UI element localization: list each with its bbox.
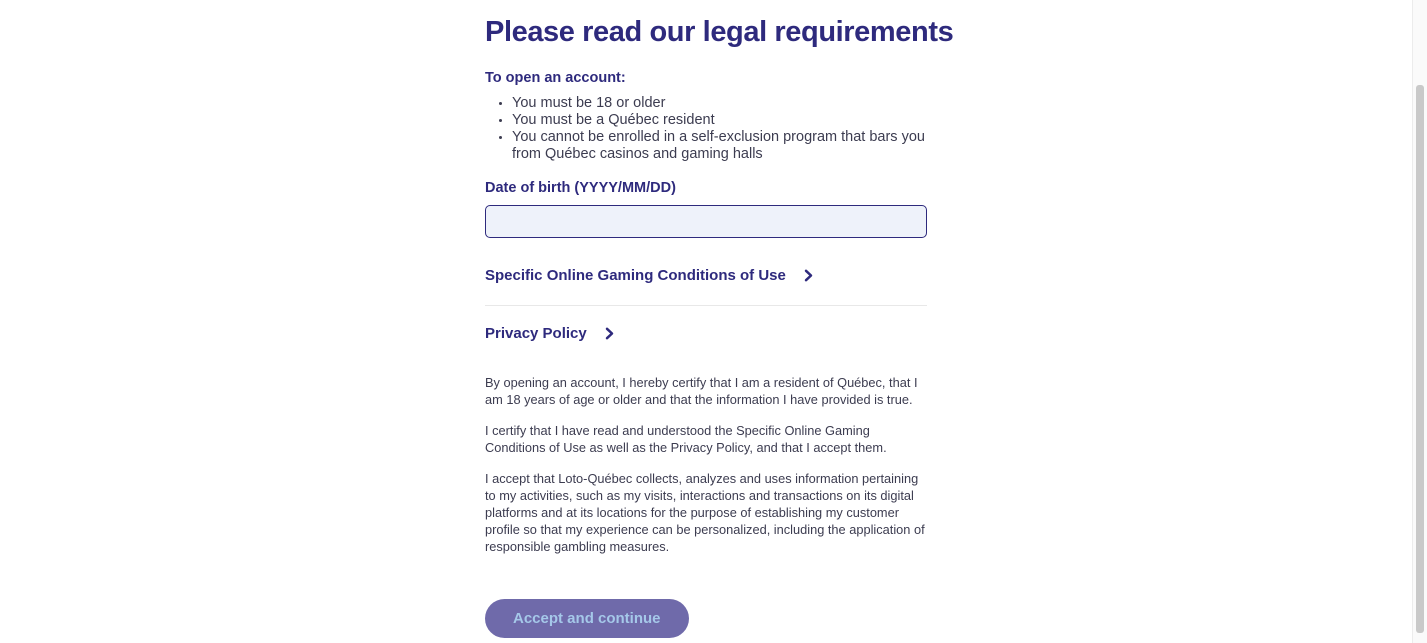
date-of-birth-label: Date of birth (YYYY/MM/DD) [485, 179, 676, 196]
chevron-right-icon [801, 268, 816, 283]
page-title: Please read our legal requirements [485, 16, 954, 48]
requirement-item-residency: • You must be a Québec resident [512, 112, 927, 129]
certification-paragraph-residency: By opening an account, I hereby certify that I am a resident of Québec, that I am 18 years of age or older and that the information I have provided is true. [485, 374, 918, 407]
chevron-right-icon [602, 326, 617, 341]
privacy-policy-link-label: Privacy Policy [485, 324, 587, 342]
certification-paragraph-data-collection: I accept that Loto-Québec collects, analyzes and uses information pertaining to my activities, such as my visits, interactions and transactions on its digital platforms and at its locations for the purpose of establishing my customer profile so that my experience can be personalized, including the application of responsible gambling measures. [485, 470, 925, 554]
date-of-birth-input[interactable] [485, 205, 927, 238]
gaming-conditions-link-label: Specific Online Gaming Conditions of Use [485, 266, 786, 284]
main-column [485, 0, 954, 638]
requirement-item-self-exclusion: • You cannot be enrolled in a self-exclusion program that bars you from Québec casinos and gaming halls [512, 129, 927, 163]
accept-and-continue-button[interactable]: Accept and continue [485, 599, 689, 638]
certification-paragraph-conditions: I certify that I have read and understood the Specific Online Gaming Conditions of Use as well as the Privacy Policy, and that I accept them. [485, 422, 887, 455]
scrollbar-thumb[interactable] [1416, 85, 1424, 633]
section-divider [485, 305, 927, 306]
scrollbar-track[interactable] [1412, 0, 1427, 643]
open-account-heading: To open an account: [485, 69, 626, 86]
requirement-item-age: • You must be 18 or older [512, 95, 927, 112]
privacy-policy-link[interactable] [485, 325, 927, 342]
requirements-list [485, 95, 927, 163]
gaming-conditions-link[interactable] [485, 267, 927, 284]
